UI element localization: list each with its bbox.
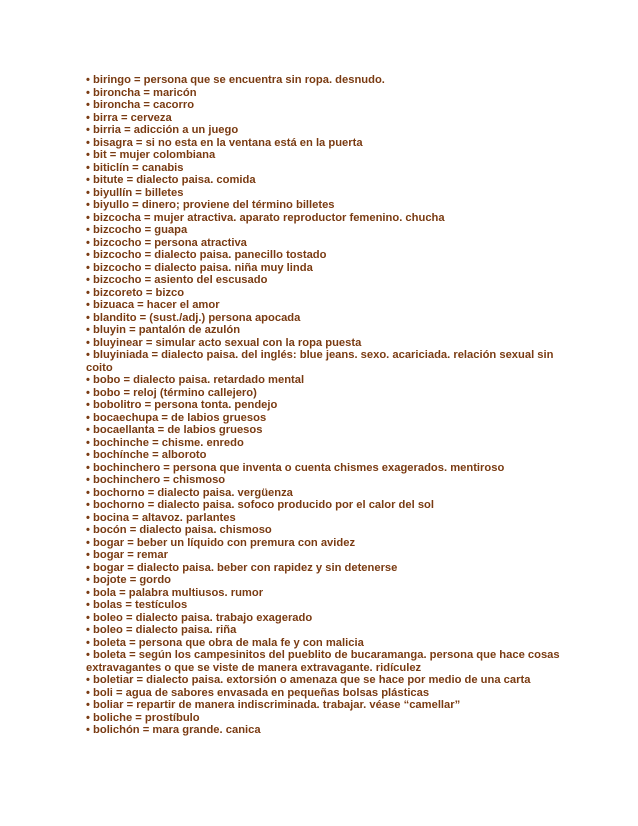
glossary-entry: • bojote = gordo	[86, 574, 172, 586]
glossary-entry: • bizcocho = asiento del escusado	[86, 274, 268, 286]
glossary-entry: • bluyiniada = dialecto paisa. del inglés: blue jeans. sexo. acariciada. relación sexual sin coito	[86, 349, 554, 374]
glossary-entry: • bochínche = alboroto	[86, 449, 207, 461]
glossary-entry: • bolas = testículos	[86, 599, 188, 611]
glossary-entry: • bocina = altavoz. parlantes	[86, 511, 236, 524]
glossary-entry: • bocaellanta = de labios gruesos	[86, 424, 263, 436]
glossary-entry: • bitute = dialecto paisa. comida	[86, 174, 256, 186]
glossary-entry: • bocaechupa = de labios gruesos	[86, 411, 267, 424]
glossary-entry: • boletiar = dialecto paisa. extorsión o amenaza que se hace por medio de una carta	[86, 674, 531, 686]
glossary-entry: • biticlín = canabis	[86, 161, 184, 174]
glossary-entry: • bogar = beber un líquido con premura con avidez	[86, 536, 356, 549]
glossary-entry: • bizcocha = mujer atractiva. aparato reproductor femenino. chucha	[86, 211, 445, 224]
glossary-entry: • blandito = (sust./adj.) persona apocada	[86, 311, 301, 324]
glossary-entry: • bit = mujer colombiana	[86, 149, 216, 161]
glossary-entry: • bironcha = cacorro	[86, 99, 195, 111]
glossary-entry: • boliar = repartir de manera indiscriminada. trabajar. véase “camellar”	[86, 699, 461, 711]
glossary-entry: • boliche = prostíbulo	[86, 711, 200, 724]
glossary-entry: • bluyinear = simular acto sexual con la ropa puesta	[86, 336, 362, 349]
glossary-entry: • biyullo = dinero; proviene del término billetes	[86, 199, 335, 211]
glossary-entry: • bocón = dialecto paisa. chismoso	[86, 524, 272, 536]
glossary-entry: • biyullín = billetes	[86, 186, 184, 199]
glossary-entry: • bizuaca = hacer el amor	[86, 299, 220, 311]
glossary-entry: • biringo = persona que se encuentra sin ropa. desnudo.	[86, 74, 385, 86]
glossary-entry: • bizcoreto = bizco	[86, 286, 185, 299]
glossary-page	[86, 74, 566, 737]
glossary-entry: • bogar = dialecto paisa. beber con rapidez y sin detenerse	[86, 561, 398, 574]
glossary-entry: • bluyin = pantalón de azulón	[86, 324, 241, 336]
glossary-entry: • bironcha = maricón	[86, 86, 197, 99]
glossary-entry: • bizcocho = guapa	[86, 224, 188, 236]
glossary-entry: • bizcocho = dialecto paisa. panecillo tostado	[86, 249, 327, 261]
glossary-entry: • boleta = persona que obra de mala fe y con malicia	[86, 636, 364, 649]
glossary-entry: • bogar = remar	[86, 549, 168, 561]
glossary-entry: • bochorno = dialecto paisa. vergüenza	[86, 486, 293, 499]
glossary-entry: • boli = agua de sabores envasada en pequeñas bolsas plásticas	[86, 686, 430, 699]
glossary-entry: • bobo = reloj (término callejero)	[86, 386, 257, 399]
glossary-entry: • boleo = dialecto paisa. riña	[86, 624, 237, 636]
glossary-entry: • bolichón = mara grande. canica	[86, 724, 261, 736]
glossary-entry: • bizcocho = persona atractiva	[86, 236, 247, 249]
glossary-entry: • bochinchero = chismoso	[86, 474, 226, 486]
glossary-entry: • bisagra = si no esta en la ventana está en la puerta	[86, 136, 363, 149]
glossary-entry: • boleo = dialecto paisa. trabajo exagerado	[86, 611, 313, 624]
glossary-entry: • bobolitro = persona tonta. pendejo	[86, 399, 278, 411]
glossary-entry: • bizcocho = dialecto paisa. niña muy linda	[86, 261, 313, 274]
glossary-entry: • birria = adicción a un juego	[86, 124, 239, 136]
glossary-entry: • bola = palabra multiusos. rumor	[86, 586, 264, 599]
glossary-entry: • bochinchero = persona que inventa o cuenta chismes exagerados. mentiroso	[86, 461, 505, 474]
glossary-entry: • bochorno = dialecto paisa. sofoco producido por el calor del sol	[86, 499, 434, 511]
glossary-entry: • bobo = dialecto paisa. retardado mental	[86, 374, 305, 386]
glossary-entry: • bochinche = chisme. enredo	[86, 436, 244, 449]
glossary-entry: • birra = cerveza	[86, 111, 172, 124]
glossary-entry: • boleta = según los campesinitos del pueblito de bucaramanga. persona que hace cosas extravagantes o que se viste de manera extravagante. ridículez	[86, 649, 560, 674]
